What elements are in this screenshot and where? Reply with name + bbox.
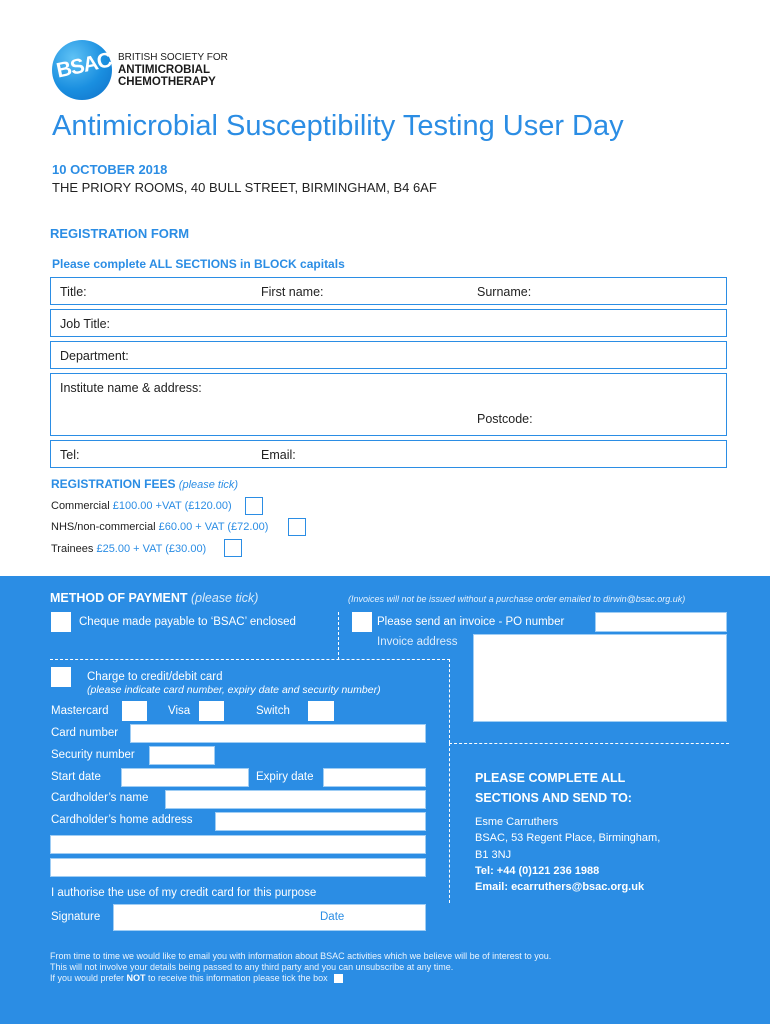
divider-cheque-invoice xyxy=(338,612,339,660)
logo-mark: BSAC xyxy=(54,48,114,83)
card-number-input[interactable] xyxy=(130,724,426,743)
opt-out-checkbox[interactable] xyxy=(334,974,343,983)
switch-checkbox[interactable] xyxy=(308,701,334,721)
event-date: 10 OCTOBER 2018 xyxy=(52,162,168,177)
contact-address-2: B1 3NJ xyxy=(475,849,512,861)
cheque-label: Cheque made payable to ‘BSAC’ enclosed xyxy=(79,616,296,628)
surname-label: Surname: xyxy=(477,285,532,299)
footer-line-2: This will not involve your details being passed to any third party and you can unsubscribe at any time. xyxy=(50,962,454,972)
cardholder-name-label: Cardholder’s name xyxy=(51,792,149,804)
po-number-input[interactable] xyxy=(595,612,727,632)
job-title-field[interactable] xyxy=(50,309,727,337)
authorise-label: I authorise the use of my credit card for this purpose xyxy=(51,887,317,899)
nhs-checkbox[interactable] xyxy=(288,518,306,536)
registration-form-heading: REGISTRATION FORM xyxy=(50,226,190,241)
institute-label: Institute name & address: xyxy=(60,381,202,395)
logo-wordmark xyxy=(118,52,228,88)
start-date-label: Start date xyxy=(51,771,101,783)
fee-nhs-label: NHS/non-commercial xyxy=(51,521,159,533)
cardholder-address-input-3[interactable] xyxy=(50,858,426,877)
footer-line-3 xyxy=(50,973,343,983)
signature-label: Signature xyxy=(51,911,101,923)
department-label: Department: xyxy=(60,349,129,363)
department-field[interactable] xyxy=(50,341,727,369)
fee-commercial xyxy=(51,500,232,512)
security-number-label: Security number xyxy=(51,749,135,761)
contact-name: Esme Carruthers xyxy=(475,816,559,828)
send-to-heading-2: SECTIONS AND SEND TO: xyxy=(475,791,632,805)
fee-commercial-label: Commercial xyxy=(51,500,113,512)
contact-email: Email: ecarruthers@bsac.org.uk xyxy=(475,881,645,893)
footer-line-3-bold: NOT xyxy=(126,973,146,983)
payment-heading-text: METHOD OF PAYMENT xyxy=(50,591,188,605)
fees-heading-text: REGISTRATION FEES xyxy=(51,477,176,491)
contact-address-1: BSAC, 53 Regent Place, Birmingham, xyxy=(475,832,661,844)
commercial-checkbox[interactable] xyxy=(245,497,263,515)
invoice-checkbox[interactable] xyxy=(352,612,372,632)
form-instruction: Please complete ALL SECTIONS in BLOCK capitals xyxy=(52,257,345,271)
start-date-input[interactable] xyxy=(121,768,249,787)
email-label: Email: xyxy=(261,448,296,462)
card-number-label: Card number xyxy=(51,727,119,739)
cardholder-name-input[interactable] xyxy=(165,790,426,809)
payment-heading xyxy=(50,591,258,605)
divider-payment-options xyxy=(50,659,450,660)
mastercard-label: Mastercard xyxy=(51,705,109,717)
contact-tel: Tel: +44 (0)121 236 1988 xyxy=(475,865,600,877)
invoice-address-input[interactable] xyxy=(473,634,727,722)
logo-line-2: ANTIMICROBIAL xyxy=(118,64,210,76)
send-to-heading-1: PLEASE COMPLETE ALL xyxy=(475,771,626,785)
visa-label: Visa xyxy=(168,705,191,717)
expiry-date-label: Expiry date xyxy=(256,771,314,783)
fee-trainees-price: £25.00 + VAT (£30.00) xyxy=(96,543,207,555)
divider-invoice-sendto xyxy=(449,743,729,744)
footer-line-3-pre: If you would prefer xyxy=(50,973,127,983)
tel-label: Tel: xyxy=(60,448,80,462)
fees-heading-note: (please tick) xyxy=(178,479,239,491)
invoice-address-label: Invoice address xyxy=(377,636,458,648)
job-title-label: Job Title: xyxy=(60,317,111,331)
visa-checkbox[interactable] xyxy=(199,701,224,721)
tel-email-field[interactable] xyxy=(50,440,727,468)
title-label: Title: xyxy=(60,285,87,299)
trainees-checkbox[interactable] xyxy=(224,539,242,557)
switch-label: Switch xyxy=(256,705,290,717)
card-label: Charge to credit/debit card xyxy=(87,671,223,683)
postcode-label: Postcode: xyxy=(477,412,533,426)
expiry-date-input[interactable] xyxy=(323,768,426,787)
cardholder-address-input-1[interactable] xyxy=(215,812,426,831)
invoice-note: (Invoices will not be issued without a purchase order emailed to dirwin@bsac.org.uk) xyxy=(348,594,686,604)
invoice-label: Please send an invoice - PO number xyxy=(377,616,565,628)
event-title: Antimicrobial Susceptibility Testing User Day xyxy=(52,110,624,142)
fee-nhs-price: £60.00 + VAT (£72.00) xyxy=(158,521,269,533)
divider-card-sendto xyxy=(449,743,450,903)
fee-nhs xyxy=(51,521,268,533)
event-venue: THE PRIORY ROOMS, 40 BULL STREET, BIRMINGHAM, B4 6AF xyxy=(52,180,437,195)
footer-line-3-post: to receive this information please tick the box xyxy=(145,973,328,983)
fee-commercial-price: £100.00 +VAT (£120.00) xyxy=(112,500,232,512)
cardholder-address-label: Cardholder’s home address xyxy=(51,814,193,826)
logo-line-1: BRITISH SOCIETY FOR xyxy=(118,52,228,63)
card-checkbox[interactable] xyxy=(51,667,71,687)
mastercard-checkbox[interactable] xyxy=(122,701,147,721)
fee-trainees-label: Trainees xyxy=(51,543,97,555)
cheque-checkbox[interactable] xyxy=(51,612,71,632)
cardholder-address-input-2[interactable] xyxy=(50,835,426,854)
fee-trainees xyxy=(51,543,206,555)
payment-heading-note: (please tick) xyxy=(191,591,259,605)
fees-heading xyxy=(51,477,238,491)
security-number-input[interactable] xyxy=(149,746,215,765)
card-note: (please indicate card number, expiry date and security number) xyxy=(87,684,381,696)
divider-card-invoice xyxy=(449,659,450,743)
first-name-label: First name: xyxy=(261,285,324,299)
logo-line-3: CHEMOTHERAPY xyxy=(118,76,216,88)
signature-input[interactable] xyxy=(113,904,426,931)
date-label: Date xyxy=(320,911,345,923)
footer-line-1: From time to time we would like to email you with information about BSAC activities which we believe will be of interest to you. xyxy=(50,951,552,961)
name-row-field[interactable] xyxy=(50,277,727,305)
